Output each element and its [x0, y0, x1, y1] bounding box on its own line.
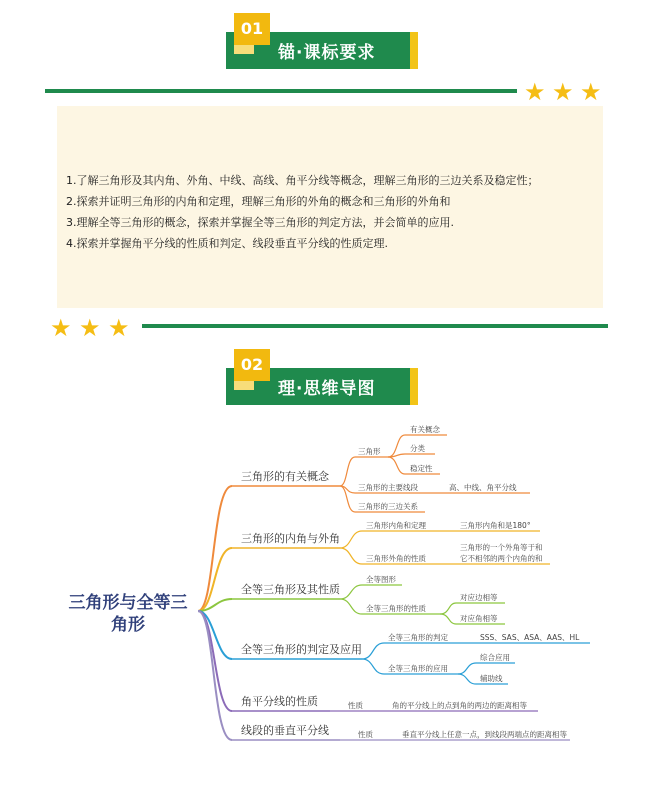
- star-icon: ★: [552, 78, 574, 106]
- mindmap-node: 三角形的主要线段: [358, 483, 418, 492]
- mindmap-node: 分类: [410, 444, 425, 453]
- branch-label: 全等三角形的判定及应用: [241, 643, 362, 656]
- branch-label: 三角形的内角与外角: [241, 532, 340, 545]
- branch-label: 三角形的有关概念: [241, 470, 329, 483]
- mindmap-node: 它不相邻的两个内角的和: [460, 554, 543, 563]
- mindmap-node: 对应边相等: [460, 593, 498, 602]
- star-icon: ★: [79, 314, 101, 342]
- requirement-item: 4.探索并掌握角平分线的性质和判定、线段垂直平分线的性质定理.: [66, 237, 388, 250]
- branch-connector: [198, 548, 232, 611]
- branch-connector: [198, 611, 232, 659]
- star-icon: ★: [580, 78, 602, 106]
- mindmap-node: 性质: [358, 730, 373, 739]
- mindmap-node: 三角形的三边关系: [358, 502, 418, 511]
- mindmap-node: 三角形外角的性质: [366, 554, 426, 563]
- star-icon: ★: [524, 78, 546, 106]
- mindmap-node: 高、中线、角平分线: [449, 483, 517, 492]
- mindmap-node: 三角形: [358, 447, 381, 456]
- mindmap-node: 有关概念: [410, 425, 440, 434]
- mindmap-node: 稳定性: [410, 464, 433, 473]
- mindmap-node: 三角形内角和定理: [366, 521, 426, 530]
- requirement-item: 1.了解三角形及其内角、外角、中线、高线、角平分线等概念，理解三角形的三边关系及稳定性；: [66, 174, 539, 187]
- branch-connector: [198, 611, 232, 711]
- section1-number: 01: [234, 13, 270, 45]
- mindmap-node: 综合应用: [480, 653, 510, 662]
- branch-label: 角平分线的性质: [241, 695, 318, 708]
- requirement-item: 3.理解全等三角形的概念，探索并掌握全等三角形的判定方法，并会简单的应用.: [66, 216, 454, 229]
- mindmap-node: 性质: [348, 701, 363, 710]
- branch-label: 线段的垂直平分线: [241, 724, 329, 737]
- star-icon: ★: [108, 314, 130, 342]
- mindmap-node: 垂直平分线上任意一点，到线段两端点的距离相等: [402, 730, 567, 739]
- mindmap-root-line1: 三角形与全等三: [68, 593, 188, 613]
- branch-connector: [198, 611, 232, 740]
- mindmap-node: 全等图形: [366, 575, 396, 584]
- branch-label: 全等三角形及其性质: [241, 583, 340, 596]
- mindmap-root-line2: 角形: [111, 615, 145, 635]
- mindmap-node: 对应角相等: [460, 614, 498, 623]
- branch-connector: [198, 486, 232, 611]
- mindmap-node: SSS、SAS、ASA、AAS、HL: [480, 633, 580, 642]
- mindmap-node: 全等三角形的应用: [388, 664, 448, 673]
- section2-number: 02: [234, 349, 270, 381]
- requirement-item: 2.探索并证明三角形的内角和定理，理解三角形的外角的概念和三角形的外角和: [66, 195, 451, 208]
- mindmap-node: 辅助线: [480, 674, 503, 683]
- mindmap-node: 角的平分线上的点到角的两边的距离相等: [392, 701, 527, 710]
- section2-title: 理·思维导图: [278, 379, 376, 399]
- mindmap-node: 三角形内角和是180°: [460, 521, 531, 530]
- section1-title: 锚·课标要求: [278, 43, 376, 63]
- star-icon: ★: [50, 314, 72, 342]
- mindmap-node: 全等三角形的性质: [366, 604, 426, 613]
- mindmap-node: 三角形的一个外角等于和: [460, 543, 543, 552]
- mindmap-node: 全等三角形的判定: [388, 633, 448, 642]
